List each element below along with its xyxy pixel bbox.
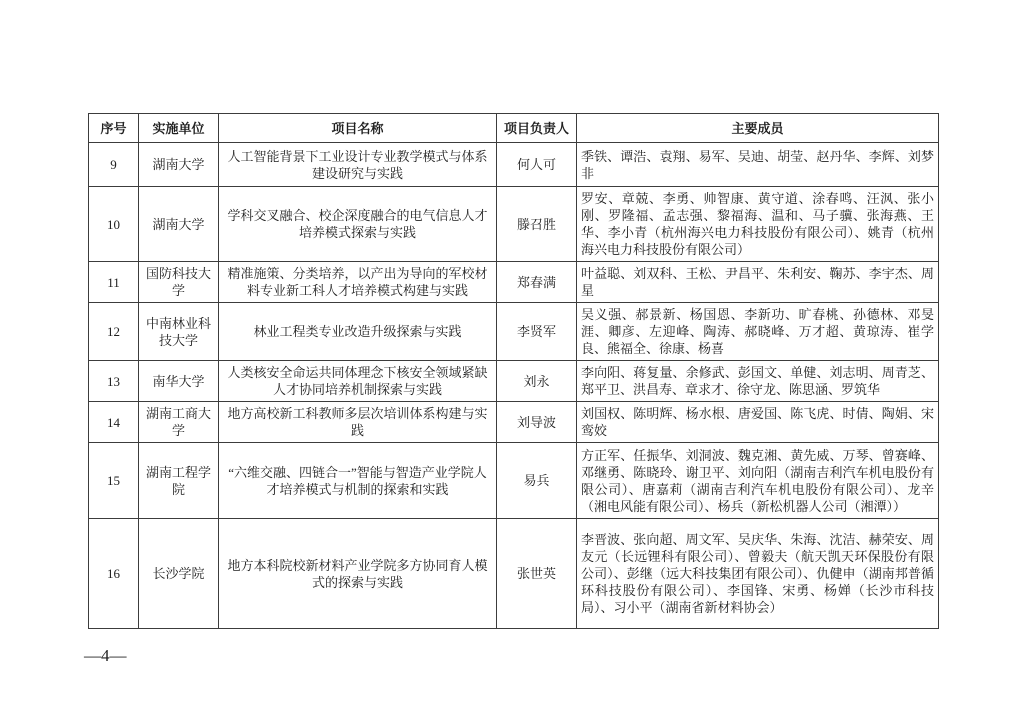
column-header-3: 项目负责人	[497, 114, 577, 143]
cell-主要成员: 季铁、谭浩、袁翔、易军、吴迪、胡莹、赵丹华、李辉、刘梦非	[577, 143, 939, 187]
cell-主要成员: 李晋波、张向超、周文军、吴庆华、朱海、沈洁、赫荣安、周友元（长远锂科有限公司）、曾毅夫（航天凯天环保股份有限公司）、彭继（远大科技集团有限公司）、仇健申（湖南邦普循环科技股份有限公司）、李国锋、宋勇、杨婵（长沙市科技局）、习小平（湖南省新材料协会）	[577, 519, 939, 629]
cell-项目负责人: 何人可	[497, 143, 577, 187]
table-header	[89, 114, 939, 143]
table-body	[89, 143, 939, 629]
projects-table	[88, 113, 939, 629]
cell-实施单位: 长沙学院	[139, 519, 219, 629]
cell-主要成员: 刘国权、陈明辉、杨水根、唐爱国、陈飞虎、时倩、陶娟、宋鸾姣	[577, 402, 939, 443]
cell-实施单位: 湖南大学	[139, 187, 219, 262]
cell-项目名称: 学科交叉融合、校企深度融合的电气信息人才培养模式探索与实践	[219, 187, 497, 262]
table-row	[89, 303, 939, 361]
cell-序号: 9	[89, 143, 139, 187]
cell-主要成员: 叶益聪、刘双科、王松、尹昌平、朱利安、鞠苏、李宇杰、周星	[577, 262, 939, 303]
table-row	[89, 361, 939, 402]
table-row	[89, 443, 939, 519]
cell-序号: 12	[89, 303, 139, 361]
cell-项目负责人: 张世英	[497, 519, 577, 629]
cell-项目名称: “六维交融、四链合一”智能与智造产业学院人才培养模式与机制的探索和实践	[219, 443, 497, 519]
cell-序号: 11	[89, 262, 139, 303]
cell-序号: 13	[89, 361, 139, 402]
cell-主要成员: 李向阳、蒋复量、余修武、彭国文、单健、刘志明、周青芝、郑平卫、洪昌寿、章求才、徐守龙、陈思涵、罗筑华	[577, 361, 939, 402]
cell-项目名称: 人工智能背景下工业设计专业教学模式与体系建设研究与实践	[219, 143, 497, 187]
cell-实施单位: 中南林业科技大学	[139, 303, 219, 361]
cell-项目负责人: 刘永	[497, 361, 577, 402]
cell-实施单位: 国防科技大学	[139, 262, 219, 303]
cell-项目名称: 精准施策、分类培养，以产出为导向的军校材料专业新工科人才培养模式构建与实践	[219, 262, 497, 303]
cell-主要成员: 罗安、章兢、李勇、帅智康、黄守道、涂春鸣、汪沨、张小刚、罗隆福、孟志强、黎福海、温和、马子骥、张海燕、王华、李小青（杭州海兴电力科技股份有限公司）、姚青（杭州海兴电力科技股份有限公司）	[577, 187, 939, 262]
cell-项目负责人: 李贤军	[497, 303, 577, 361]
cell-项目负责人: 滕召胜	[497, 187, 577, 262]
cell-项目负责人: 易兵	[497, 443, 577, 519]
cell-项目名称: 地方高校新工科教师多层次培训体系构建与实践	[219, 402, 497, 443]
cell-项目负责人: 刘导波	[497, 402, 577, 443]
table-row	[89, 262, 939, 303]
column-header-1: 实施单位	[139, 114, 219, 143]
column-header-0: 序号	[89, 114, 139, 143]
table-row	[89, 519, 939, 629]
table-row	[89, 187, 939, 262]
cell-序号: 14	[89, 402, 139, 443]
column-header-4: 主要成员	[577, 114, 939, 143]
cell-实施单位: 湖南工程学院	[139, 443, 219, 519]
cell-序号: 15	[89, 443, 139, 519]
cell-实施单位: 南华大学	[139, 361, 219, 402]
table-row	[89, 143, 939, 187]
cell-主要成员: 方正军、任振华、刘洞波、魏克湘、黄先威、万琴、曾赛峰、邓继勇、陈晓玲、谢卫平、刘向阳（湖南吉利汽车机电股份有限公司）、唐嘉莉（湖南吉利汽车机电股份有限公司）、龙辛（湘电风能有限公司）、杨兵（新松机器人公司（湘潭））	[577, 443, 939, 519]
cell-主要成员: 吴义强、郝景新、杨国恩、李新功、旷春桃、孙德林、邓旻涯、卿彦、左迎峰、陶涛、郝晓峰、万才超、黄琼涛、崔学良、熊福全、徐康、杨喜	[577, 303, 939, 361]
cell-项目名称: 人类核安全命运共同体理念下核安全领域紧缺人才协同培养机制探索与实践	[219, 361, 497, 402]
cell-实施单位: 湖南大学	[139, 143, 219, 187]
cell-项目名称: 地方本科院校新材料产业学院多方协同育人模式的探索与实践	[219, 519, 497, 629]
cell-实施单位: 湖南工商大学	[139, 402, 219, 443]
header-row	[89, 114, 939, 143]
cell-序号: 10	[89, 187, 139, 262]
page-number: —4—	[84, 646, 127, 665]
cell-序号: 16	[89, 519, 139, 629]
cell-项目名称: 林业工程类专业改造升级探索与实践	[219, 303, 497, 361]
cell-项目负责人: 郑春满	[497, 262, 577, 303]
column-header-2: 项目名称	[219, 114, 497, 143]
table-row	[89, 402, 939, 443]
